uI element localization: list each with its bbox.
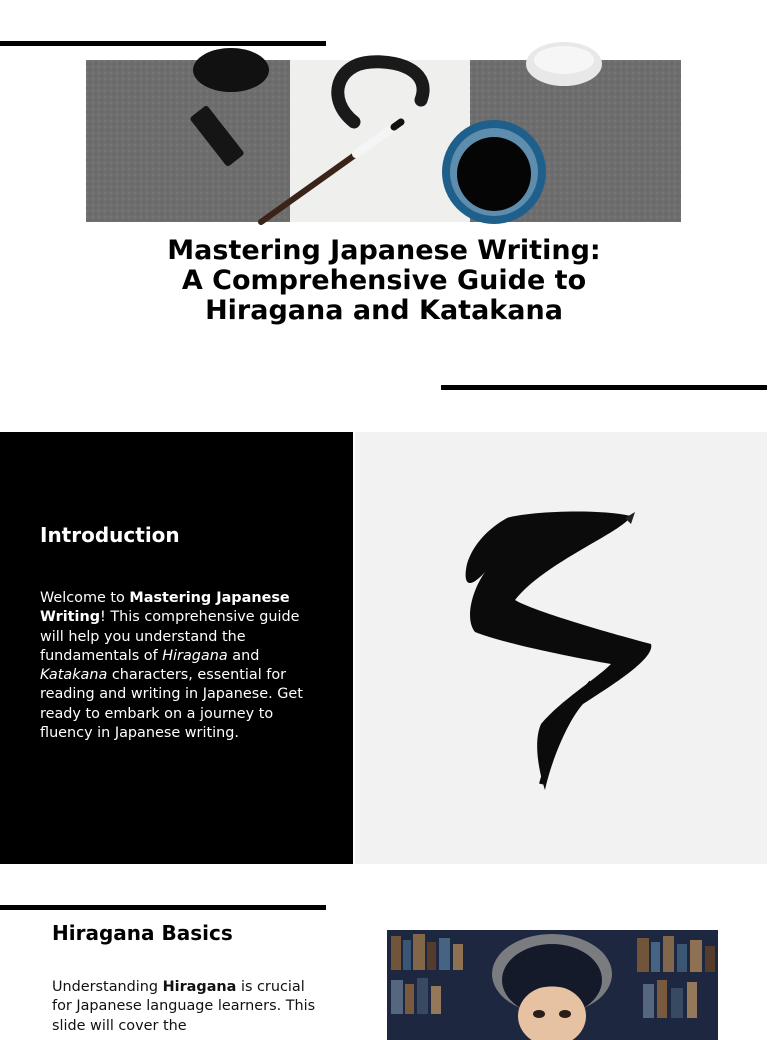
intro-text-welcome: Welcome to [40,590,130,606]
brush-stroke-image [355,432,767,864]
boy-with-books-illustration [387,930,718,1040]
boy-with-books-image [387,930,718,1040]
bottom-left-rule [0,905,326,910]
hiragana-heading: Hiragana Basics [52,921,233,945]
intro-text-hiragana: Hiragana [162,647,228,664]
title-line-3: Hiragana and Katakana [205,295,563,326]
intro-text-and: and [227,647,260,664]
introduction-heading: Introduction [40,523,180,547]
intro-text-bold-title: Mastering Japanese Writing [40,590,290,626]
calligraphy-tools-illustration [86,60,681,222]
introduction-paragraph [40,589,310,743]
document-title [120,236,648,326]
intro-text-katakana: Katakana [40,667,108,684]
hiragana-paragraph [52,978,322,1036]
top-left-rule [0,41,326,46]
hira-text-bold: Hiragana [162,979,237,995]
brush-stroke-illustration [355,432,767,864]
right-rule [441,385,767,390]
title-line-2: A Comprehensive Guide to [181,265,587,296]
calligraphy-tools-image [86,60,681,222]
intro-text-rest: characters, essential for reading and writing in Japanese. Get ready to embark on a journey to fluency in Japanese writing. [40,667,303,742]
intro-text-after-title: ! This comprehensive guide will help you understand the fundamentals of [40,609,300,664]
title-line-1: Mastering Japanese Writing: [167,235,601,266]
hira-text-start: Understanding [52,979,163,995]
hira-text-rest: is crucial for Japanese language learners. This slide will cover the [52,979,316,1034]
